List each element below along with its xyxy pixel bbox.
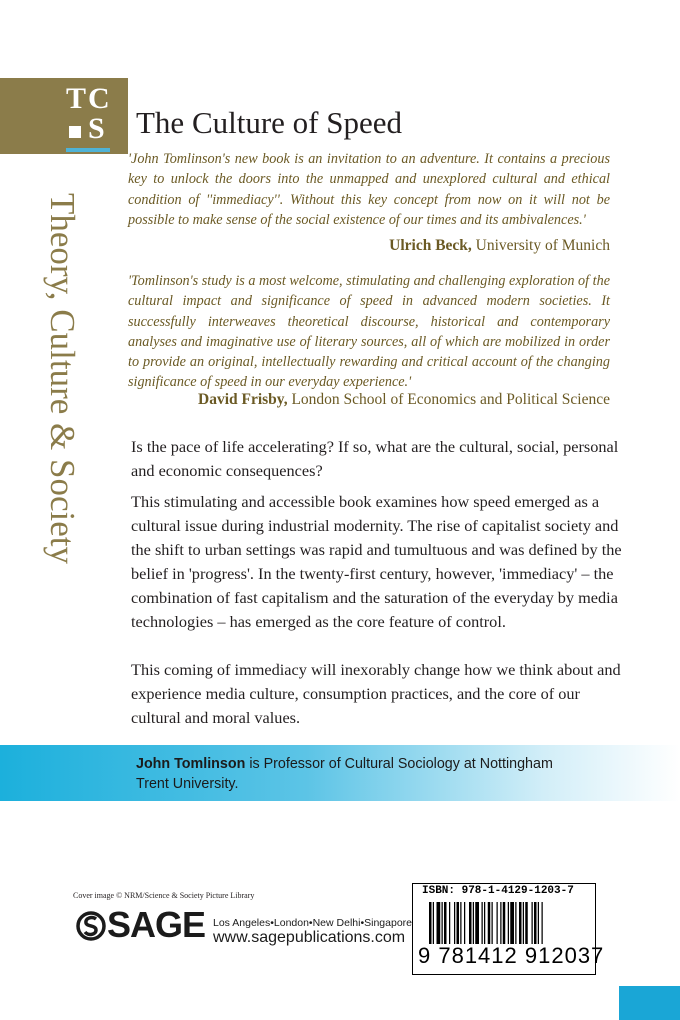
barcode-bar: [538, 902, 539, 944]
barcode-bar: [473, 902, 474, 944]
barcode-bar: [542, 902, 543, 944]
barcode-bar: [519, 902, 522, 944]
logo-letter-t: T: [66, 82, 87, 115]
barcode-bar: [429, 902, 432, 944]
blurb-paragraph: This stimulating and accessible book examines how speed emerged as a cultural issue during industrial modernity. The rise of capitalist society and the shift to urban settings was rapid and tumultuous and was defined by the belief in 'progress'. In the twenty-first century, however, 'immediacy' – the combination of fast capitalism and the saturation of the everyday by media technologies – has emerged as the core feature of control.: [131, 492, 622, 631]
publisher-cities: Los Angeles•London•New Delhi•Singapore: [213, 917, 412, 929]
barcode-bar: [525, 902, 528, 944]
author-name: John Tomlinson: [136, 756, 246, 772]
review-quote: 'Tomlinson's study is a most welcome, stimulating and challenging exploration of the cultural impact and significance of speed in advanced modern societies. It successfully interweaves theoretical discourse, historical and contemporary analyses and imaginative use of literary sources, all of which are mobilized in order to provide an original, intellectually rewarding and critical account of the changing significance of speed in our everyday experience.': [128, 273, 610, 391]
corner-block: [619, 986, 680, 1020]
barcode-bar: [469, 902, 472, 944]
barcode-bar: [444, 902, 447, 944]
barcode-bar: [433, 902, 434, 944]
barcode-bar: [482, 902, 483, 944]
barcode-bar: [515, 902, 516, 944]
review-attribution: [198, 390, 610, 410]
barcode-bar: [497, 902, 498, 944]
barcode-bar: [464, 902, 465, 944]
barcode-bar: [500, 902, 501, 944]
barcode-bar: [523, 902, 524, 944]
author-bio: [136, 754, 576, 794]
reviewer-affiliation: London School of Economics and Political Science: [287, 391, 610, 408]
barcode-number: 9 781412 912037: [418, 943, 605, 968]
review-quote: 'John Tomlinson's new book is an invitation to an adventure. It contains a precious key to unlock the doors into the unmapped and unexplored cultural and ethical condition of ''immediacy''. Without this key concept from now on it will not be possible to make sense of the social existence of our times and its ambivalences.': [128, 151, 610, 228]
barcode-bar: [457, 902, 460, 944]
cover-credit: Cover image © NRM/Science & Society Picture Library: [73, 891, 255, 900]
blurb-paragraph: This coming of immediacy will inexorably change how we think about and experience media culture, consumption practices, and the core of our cultural and moral values.: [131, 660, 621, 727]
reviewer-affiliation: University of Munich: [471, 237, 610, 254]
barcode-bar: [503, 902, 506, 944]
barcode-bar: [454, 902, 455, 944]
publisher-name: SAGE: [107, 904, 206, 945]
barcode-bar: [534, 902, 537, 944]
barcode-bar: [449, 902, 450, 944]
barcode-bar: [484, 902, 485, 944]
isbn-label: ISBN: 978-1-4129-1203-7: [422, 885, 574, 897]
review-attribution: [389, 236, 610, 256]
barcode-bar: [508, 902, 509, 944]
barcode-bar: [460, 902, 461, 944]
barcode-bar: [437, 902, 441, 944]
series-name: Theory, Culture & Society: [43, 193, 82, 564]
logo-accent-bar: [66, 148, 110, 152]
sage-logo-icon: [76, 906, 106, 946]
barcode-bar: [488, 902, 491, 944]
barcode-bar: [442, 902, 443, 944]
barcode-bar: [532, 902, 533, 944]
reviewer-name: Ulrich Beck,: [389, 237, 472, 254]
book-title: The Culture of Speed: [136, 105, 403, 140]
barcode-icon: [429, 902, 589, 944]
logo-letter-s: S: [88, 112, 105, 145]
logo-letter-c: C: [88, 82, 110, 115]
reviewer-name: David Frisby,: [198, 391, 288, 408]
barcode-bar: [475, 902, 479, 944]
author-bio-text: is Professor of Cultural Sociology at Nottingham Trent University.: [136, 756, 553, 792]
blurb-paragraph: Is the pace of life accelerating? If so, what are the cultural, social, personal and economic consequences?: [131, 437, 619, 480]
barcode-bar: [492, 902, 493, 944]
barcode-bar: [510, 902, 514, 944]
publisher-website: www.sagepublications.com: [213, 929, 406, 946]
logo-square: [69, 126, 81, 138]
